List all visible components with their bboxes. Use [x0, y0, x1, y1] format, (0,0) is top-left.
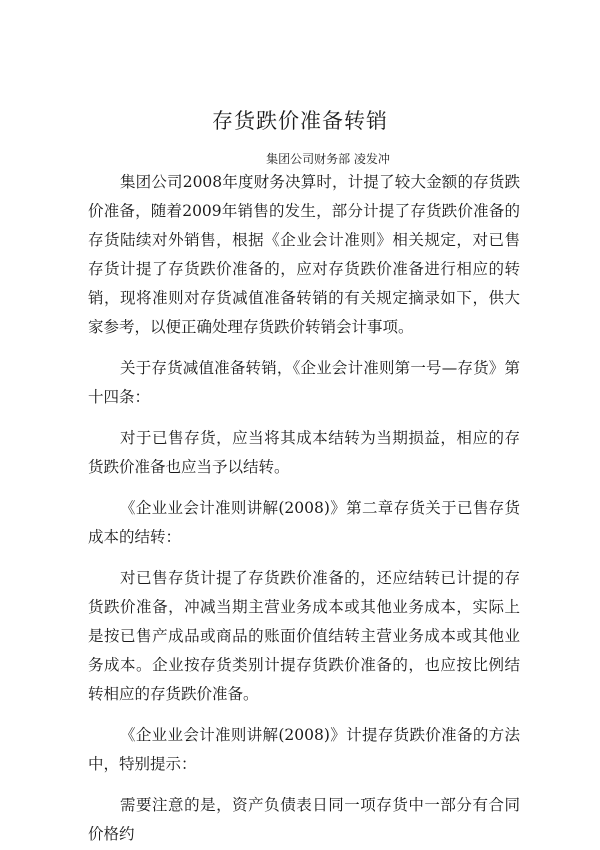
- document-body: [88, 168, 520, 849]
- paragraph: 需要注意的是，资产负债表日同一项存货中一部分有合同价格约: [88, 796, 520, 843]
- paragraph: 对于已售存货，应当将其成本结转为当期损益，相应的存货跌价准备也应当予以结转。: [88, 429, 520, 476]
- document-author: 集团公司财务部 凌发冲: [266, 152, 390, 166]
- paragraph: 《企业业会计准则讲解(2008)》计提存货跌价准备的方法中，特别提示：: [88, 726, 520, 773]
- paragraph: 关于存货减值准备转销，《企业会计准则第一号—存货》第十四条：: [88, 359, 520, 406]
- paragraph: 集团公司2008年度财务决算时，计提了较大金额的存货跌价准备，随着2009年销售的发生，部分计提了存货跌价准备的存货陆续对外销售，根据《企业会计准则》相关规定，对已售存货计提了存货跌价准备的，应对存货跌价准备进行相应的转销，现将准则对存货减值准备转销的有关规定摘录如下，供大家参考，以便正确处理存货跌价转销会计事项。: [88, 173, 520, 336]
- paragraph: 对已售存货计提了存货跌价准备的，还应结转已计提的存货跌价准备，冲减当期主营业务成本或其他业务成本，实际上是按已售产成品或商品的账面价值结转主营业务成本或其他业务成本。企业按存货类别计提存货跌价准备的，也应按比例结转相应的存货跌价准备。: [88, 569, 520, 703]
- paragraph: 《企业业会计准则讲解(2008)》第二章存货关于已售存货成本的结转：: [88, 499, 520, 546]
- document-title: 存货跌价准备转销: [212, 109, 388, 133]
